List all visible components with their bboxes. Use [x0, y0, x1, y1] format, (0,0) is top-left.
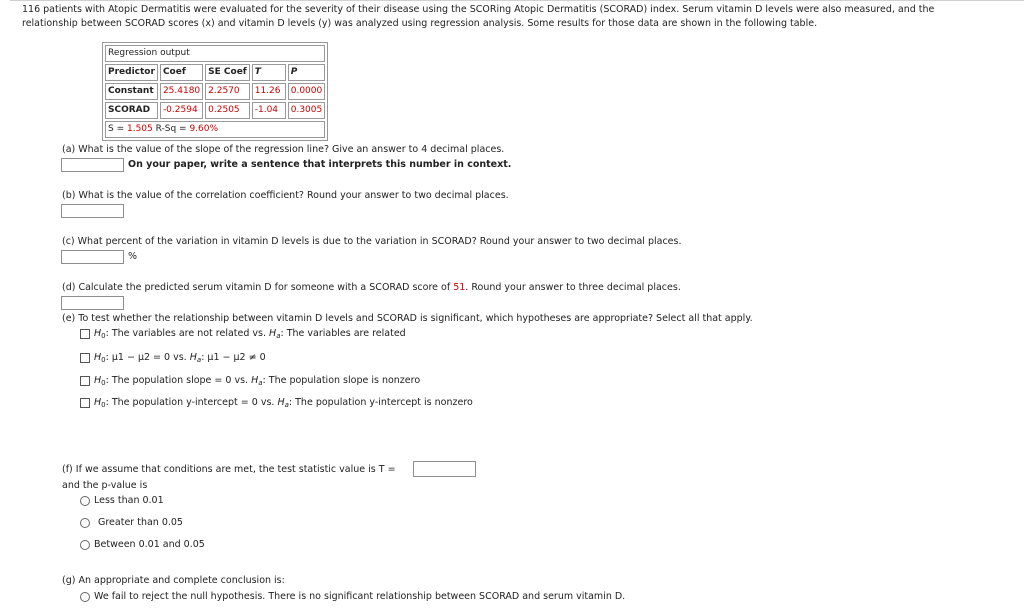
question-a-note: On your paper, write a sentence that interprets this number in context.	[128, 159, 512, 170]
s-label: S =	[108, 124, 127, 134]
header-p: P	[288, 64, 326, 81]
table-header-row	[105, 64, 325, 81]
s-value: 1.505	[126, 124, 153, 134]
question-f-prompt: (f) If we assume that conditions are met, the test statistic value is T =	[62, 464, 396, 475]
header-se-coef: SE Coef	[205, 64, 250, 81]
row-t: 11.26	[252, 83, 286, 100]
h0-text: The population y-intercept = 0	[111, 397, 258, 408]
row-p: 0.3005	[288, 102, 326, 119]
pvalue-radio-1[interactable]	[80, 496, 90, 506]
hypothesis-option-4: $H_0$: The population y-intercept = 0 vs. $H_a$: The population y-intercept is nonzero	[94, 397, 473, 409]
question-a-prompt: (a) What is the value of the slope of the regression line? Give an answer to 4 decimal places.	[62, 144, 505, 155]
row-se-coef: 0.2505	[205, 102, 250, 119]
row-predictor: Constant	[105, 83, 158, 100]
intro-text	[22, 3, 934, 31]
row-t: -1.04	[252, 102, 286, 119]
pvalue-option-2: Greater than 0.05	[98, 517, 183, 528]
hypothesis-option-3: $H_0$: The population slope = 0 vs. $H_a$: The population slope is nonzero	[94, 375, 421, 387]
header-t: T	[252, 64, 286, 81]
ha-text: The population slope is nonzero	[268, 375, 421, 386]
row-predictor: SCORAD	[105, 102, 158, 119]
h0-text: The population slope = 0	[111, 375, 232, 386]
row-coef: 25.4180	[160, 83, 203, 100]
pvalue-option-3: Between 0.01 and 0.05	[94, 539, 205, 550]
top-divider	[10, 0, 1024, 1]
hypothesis-checkbox-4[interactable]	[80, 398, 90, 408]
hypothesis-option-2: $H_0$: μ1 − μ2 = 0 vs. $H_a$: μ1 − μ2 ≠ 0	[94, 352, 266, 364]
table-summary-row	[105, 121, 325, 138]
intro-line-2: relationship between SCORAD scores (x) and vitamin D levels (y) was analyzed using regression analysis. Some results for those data are shown in the following table.	[22, 18, 818, 29]
hypothesis-checkbox-2[interactable]	[80, 353, 90, 363]
slope-answer-input[interactable]	[61, 158, 124, 172]
pvalue-prompt: and the p-value is	[62, 480, 148, 491]
row-coef: -0.2594	[160, 102, 203, 119]
pvalue-option-1: Less than 0.01	[94, 495, 164, 506]
intro-line-1: 116 patients with Atopic Dermatitis were evaluated for the severity of their disease using the SCORing Atopic Dermatitis (SCORAD) index. Serum vitamin D levels were also measured, and the	[22, 4, 935, 15]
header-predictor: Predictor	[105, 64, 158, 81]
question-g-prompt: (g) An appropriate and complete conclusion is:	[62, 575, 285, 586]
table-caption: Regression output	[105, 45, 325, 62]
ha-text: The variables are related	[286, 328, 406, 339]
test-statistic-input[interactable]	[413, 461, 476, 477]
question-e-prompt: (e) To test whether the relationship between vitamin D levels and SCORAD is significant, which hypotheses are appropriate? Select all that apply.	[62, 313, 753, 324]
question-b-prompt: (b) What is the value of the correlation coefficient? Round your answer to two decimal places.	[62, 190, 509, 201]
row-se-coef: 2.2570	[205, 83, 250, 100]
percent-answer-input[interactable]	[61, 250, 124, 264]
regression-table	[102, 42, 328, 141]
percent-unit: %	[128, 251, 138, 262]
question-d-end: . Round your answer to three decimal places.	[465, 282, 681, 293]
predicted-vitamin-d-input[interactable]	[61, 296, 124, 310]
rsq-label: R-Sq =	[152, 124, 190, 134]
hypothesis-checkbox-1[interactable]	[80, 329, 90, 339]
question-c-prompt: (c) What percent of the variation in vitamin D levels is due to the variation in SCORAD? Round your answer to two decimal places.	[62, 236, 682, 247]
correlation-answer-input[interactable]	[61, 204, 124, 218]
header-coef: Coef	[160, 64, 203, 81]
conclusion-option-1: We fail to reject the null hypothesis. There is no significant relationship between SCORAD and serum vitamin D.	[94, 591, 626, 602]
ha-text: The population y-intercept is nonzero	[295, 397, 473, 408]
pvalue-radio-2[interactable]	[80, 518, 90, 528]
h0-text: μ1 − μ2 = 0	[111, 352, 171, 363]
conclusion-radio-1[interactable]	[80, 592, 90, 602]
table-row	[105, 83, 325, 100]
h0-text: The variables are not related	[111, 328, 250, 339]
question-d-start: (d) Calculate the predicted serum vitamin D for someone with a SCORAD score of	[62, 282, 454, 293]
question-d-prompt	[62, 282, 681, 293]
rsq-value: 9.60%	[189, 124, 219, 134]
hypothesis-option-1: $H_0$: The variables are not related vs. $H_a$: The variables are related	[94, 328, 406, 340]
row-p: 0.0000	[288, 83, 326, 100]
pvalue-radio-3[interactable]	[80, 540, 90, 550]
table-row	[105, 102, 325, 119]
hypothesis-checkbox-3[interactable]	[80, 376, 90, 386]
scorad-score: 51	[453, 282, 466, 293]
ha-text: μ1 − μ2 ≠ 0	[207, 352, 266, 363]
